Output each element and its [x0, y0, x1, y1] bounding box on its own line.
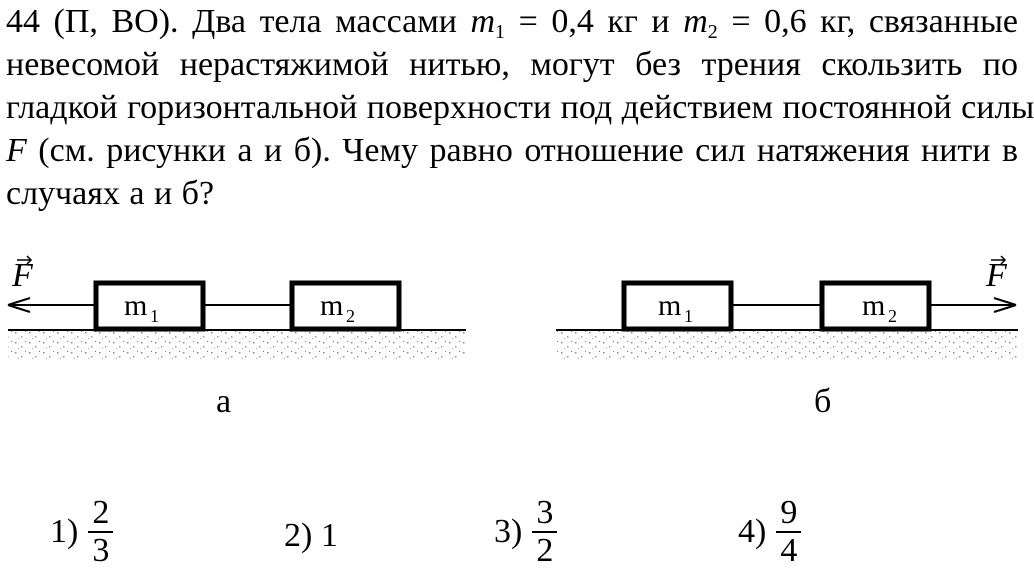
- force-symbol: F: [6, 132, 27, 169]
- fraction: $\frac{3}{2}$: [532, 495, 557, 569]
- figure-a: [8, 256, 466, 420]
- fraction: $\frac{9}{4}$: [776, 495, 801, 569]
- problem-line-1: 44 (П, ВО). Два тела массами $m_1 = 0,4$ кг и $m_2 = 0,6$ кг, связанные: [6, 3, 1018, 43]
- answer-option-2[interactable]: 2) 1: [284, 517, 338, 554]
- ground-hatch-a: [8, 330, 466, 360]
- block-m1-a-label: m: [124, 289, 148, 322]
- answer-option-3[interactable]: 3) $\frac{3}{2}$: [494, 495, 557, 569]
- force-label-a: F: [12, 257, 33, 294]
- problem-line-3: гладкой горизонтальной поверхности под действием постоянной силы: [6, 89, 1034, 126]
- block-m2-b-label: m: [862, 289, 886, 322]
- caption-b: б: [814, 383, 832, 420]
- figures: [0, 230, 1026, 420]
- figure-b: [556, 256, 1018, 420]
- problem-number: 44 (П, ВО).: [6, 3, 179, 40]
- fraction: $\frac{2}{3}$: [88, 495, 113, 569]
- answer-options: [0, 495, 1026, 585]
- force-label-b: F: [986, 257, 1007, 294]
- block-m2-a-label: m: [320, 289, 344, 322]
- problem-line-2: невесомой нерастяжимой нитью, могут без трения скользить по: [6, 46, 1018, 83]
- problem-line-4: F (см. рисунки а и б). Чему равно отношение сил натяжения нити в: [6, 132, 1019, 169]
- answer-option-1[interactable]: 1) $\frac{2}{3}$: [50, 495, 113, 569]
- problem-line-5: случаях а и б?: [6, 175, 215, 212]
- ground-hatch-b: [556, 330, 1018, 360]
- answer-option-4[interactable]: 4) $\frac{9}{4}$: [738, 495, 801, 569]
- block-m1-b-label: m: [658, 289, 682, 322]
- block-m2-a-index: 2: [346, 306, 355, 326]
- caption-a: а: [216, 383, 232, 420]
- problem-statement: [6, 0, 1034, 215]
- block-m1-a-index: 1: [150, 306, 159, 326]
- block-m1-b-index: 1: [684, 306, 693, 326]
- block-m2-b-index: 2: [888, 306, 897, 326]
